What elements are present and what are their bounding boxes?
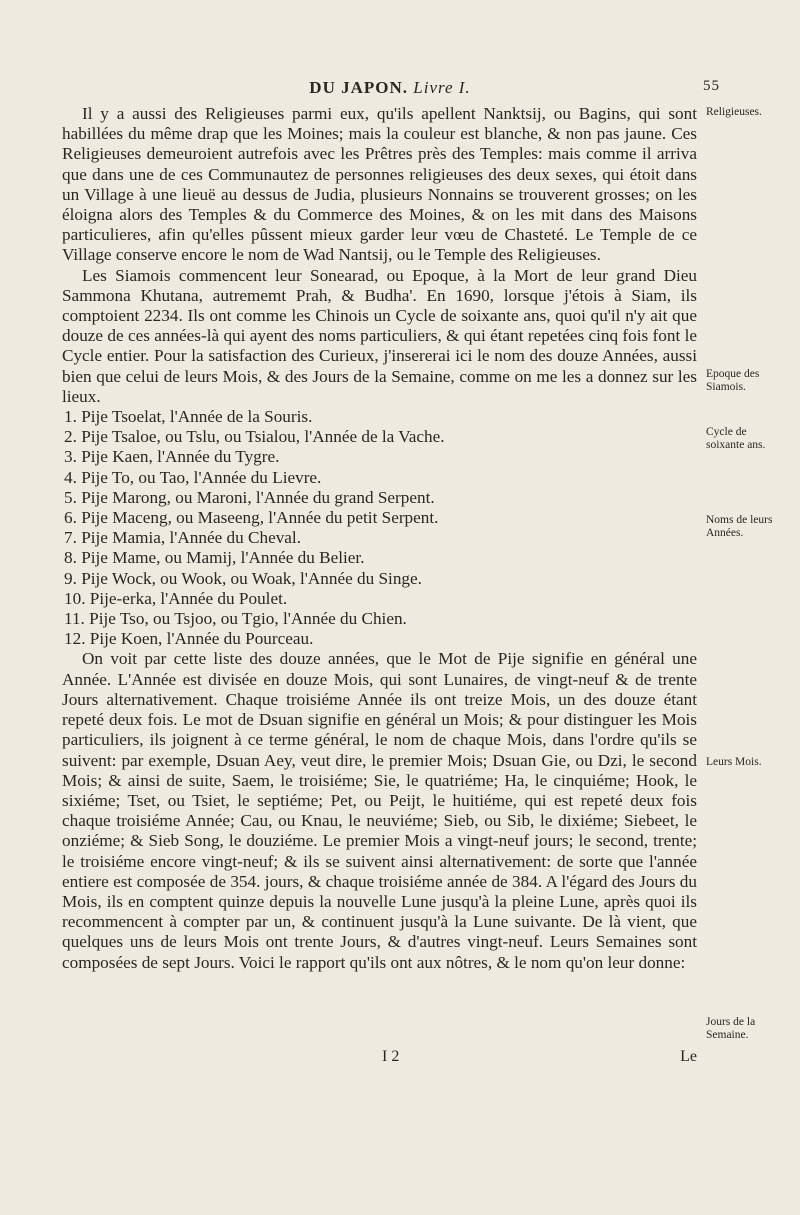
list-item: 5. Pije Marong, ou Maroni, l'Année du grand Serpent. [64, 487, 435, 507]
list-item: 8. Pije Mame, ou Mamij, l'Année du Belier. [64, 548, 365, 568]
list-item: 11. Pije Tso, ou Tsjoo, ou Tgio, l'Année du Chien. [64, 609, 407, 629]
paragraph-mois: On voit par cette liste des douze années, que le Mot de Pije signifie en général une Année. L'Année est divisée en douze Mois, qui sont Lunaires, de vingt-neuf & de trente Jours alternativement. Chaque troisiéme Année ils ont treize Mois, un des douze étant repeté deux fois. Le mot de Dsuan signifie en général un Mois; & pour distinguer les Mois particuliers, ils joignent à ce terme général, le nom de chaque Mois, dans l'ordre qu'ils se suivent: par exemple, Dsuan Aey, veut dire, le premier Mois; Dsuan Gie, ou Dzi, le second Mois; & ainsi de suite, Saem, le troisiéme; Sie, le quatriéme; Ha, le cinquiéme; Hook, le sixiéme; Tset, ou Tsiet, le septiéme; Pet, ou Peijt, le huitiéme, qui est repeté deux fois chaque troisiéme Année; Cau, ou Knau, le neuviéme; Sieb, ou Sib, le dixiéme; Siebeet, le onziéme; & Sieb Song, le douziéme. Le premier Mois a vingt-neuf jours; le second, trente; le troisiéme encore vingt-neuf; & ils se suivent ainsi alternativement: de sorte que l'année entiere est composée de 354. jours, & chaque troisiéme année de 384. A l'égard des Jours du Mois, ils en comptent quinze depuis la nouvelle Lune jusqu'à la pleine Lune, après quoi ils recommencent à compter par un, & continuent jusqu'à la Lune suivante. De là vient, que quelques uns de leurs Mois ont trente Jours, & d'autres vingt-neuf. Leurs Semaines sont composées de sept Jours. Voici le rapport qu'ils ont aux nôtres, & le nom qu'on leur donne: [62, 649, 697, 972]
list-item: 1. Pije Tsoelat, l'Année de la Souris. [64, 407, 313, 427]
paragraph-epoque: Les Siamois commencent leur Sonearad, ou Epoque, à la Mort de leur grand Dieu Sammona Khutana, autrememt Prah, & Budha'. En 1690, lorsque j'étois à Siam, ils comptoient 2234. Ils ont comme les Chinois un Cycle de soixante ans, quoi qu'il n'y ait que douze de ces années-là qui ayent des noms particuliers, & qui étant repetées cinq fois font le Cycle entier. Pour la satisfaction des Curieux, j'insererai ici le nom des douze Années, aussi bien que celui de leurs Mois, & des Jours de la Semaine, comme on me les a donnez sur les lieux. [62, 265, 697, 406]
body-text [62, 104, 697, 973]
signature-mark: I 2 [382, 1048, 400, 1065]
list-item: 12. Pije Koen, l'Année du Pourceau. [64, 629, 314, 649]
margin-note-mois: Leurs Mois. [706, 756, 762, 768]
list-item: 9. Pije Wock, ou Wook, ou Woak, l'Année du Singe. [64, 568, 422, 588]
margin-note-epoque: Epoque des Siamois. [706, 368, 760, 393]
list-item: 4. Pije To, ou Tao, l'Année du Lievre. [64, 467, 322, 487]
list-item: 2. Pije Tsaloe, ou Tslu, ou Tsialou, l'Année de la Vache. [64, 427, 445, 447]
paragraph-religieuses: Il y a aussi des Religieuses parmi eux, qu'ils apellent Nanktsij, ou Bagins, qui sont habillées du même drap que les Moines; mais la couleur est blanche, & non pas jaune. Ces Religieuses demeuroient autrefois avec les Prêtres près des Temples: mais comme il arriva que dans une de ces Communautez de personnes religieuses des deux sexes, qui étoit dans un Village à une lieuë au dessus de Judia, plusieurs Nonnains se trouverent grosses; on les éloigna alors des Temples & du Commerce des Moines, & on les mit dans des Maisons particulieres, afin qu'elles pûssent mieux garder leur vœu de Chasteté. Le Temple de ce Village conserve encore le nom de Wad Nantsij, ou le Temple des Religieuses. [62, 104, 697, 265]
catchword: Le [680, 1048, 697, 1065]
margin-note-jours: Jours de la Semaine. [706, 1016, 756, 1041]
list-item: 6. Pije Maceng, ou Maseeng, l'Année du petit Serpent. [64, 508, 439, 528]
header-title: DU JAPON. [309, 78, 409, 97]
margin-note-religieuses: Religieuses. [706, 106, 762, 118]
list-item: 3. Pije Kaen, l'Année du Tygre. [64, 447, 280, 467]
margin-note-cycle: Cycle de soixante ans. [706, 426, 766, 451]
list-item: 7. Pije Mamia, l'Année du Cheval. [64, 528, 301, 548]
list-item: 10. Pije-erka, l'Année du Poulet. [64, 588, 288, 608]
running-title [60, 78, 720, 98]
years-list [62, 407, 697, 649]
header-book: Livre I. [413, 78, 471, 97]
page-number: 55 [703, 78, 720, 94]
margin-note-noms: Noms de leurs Années. [706, 514, 773, 539]
